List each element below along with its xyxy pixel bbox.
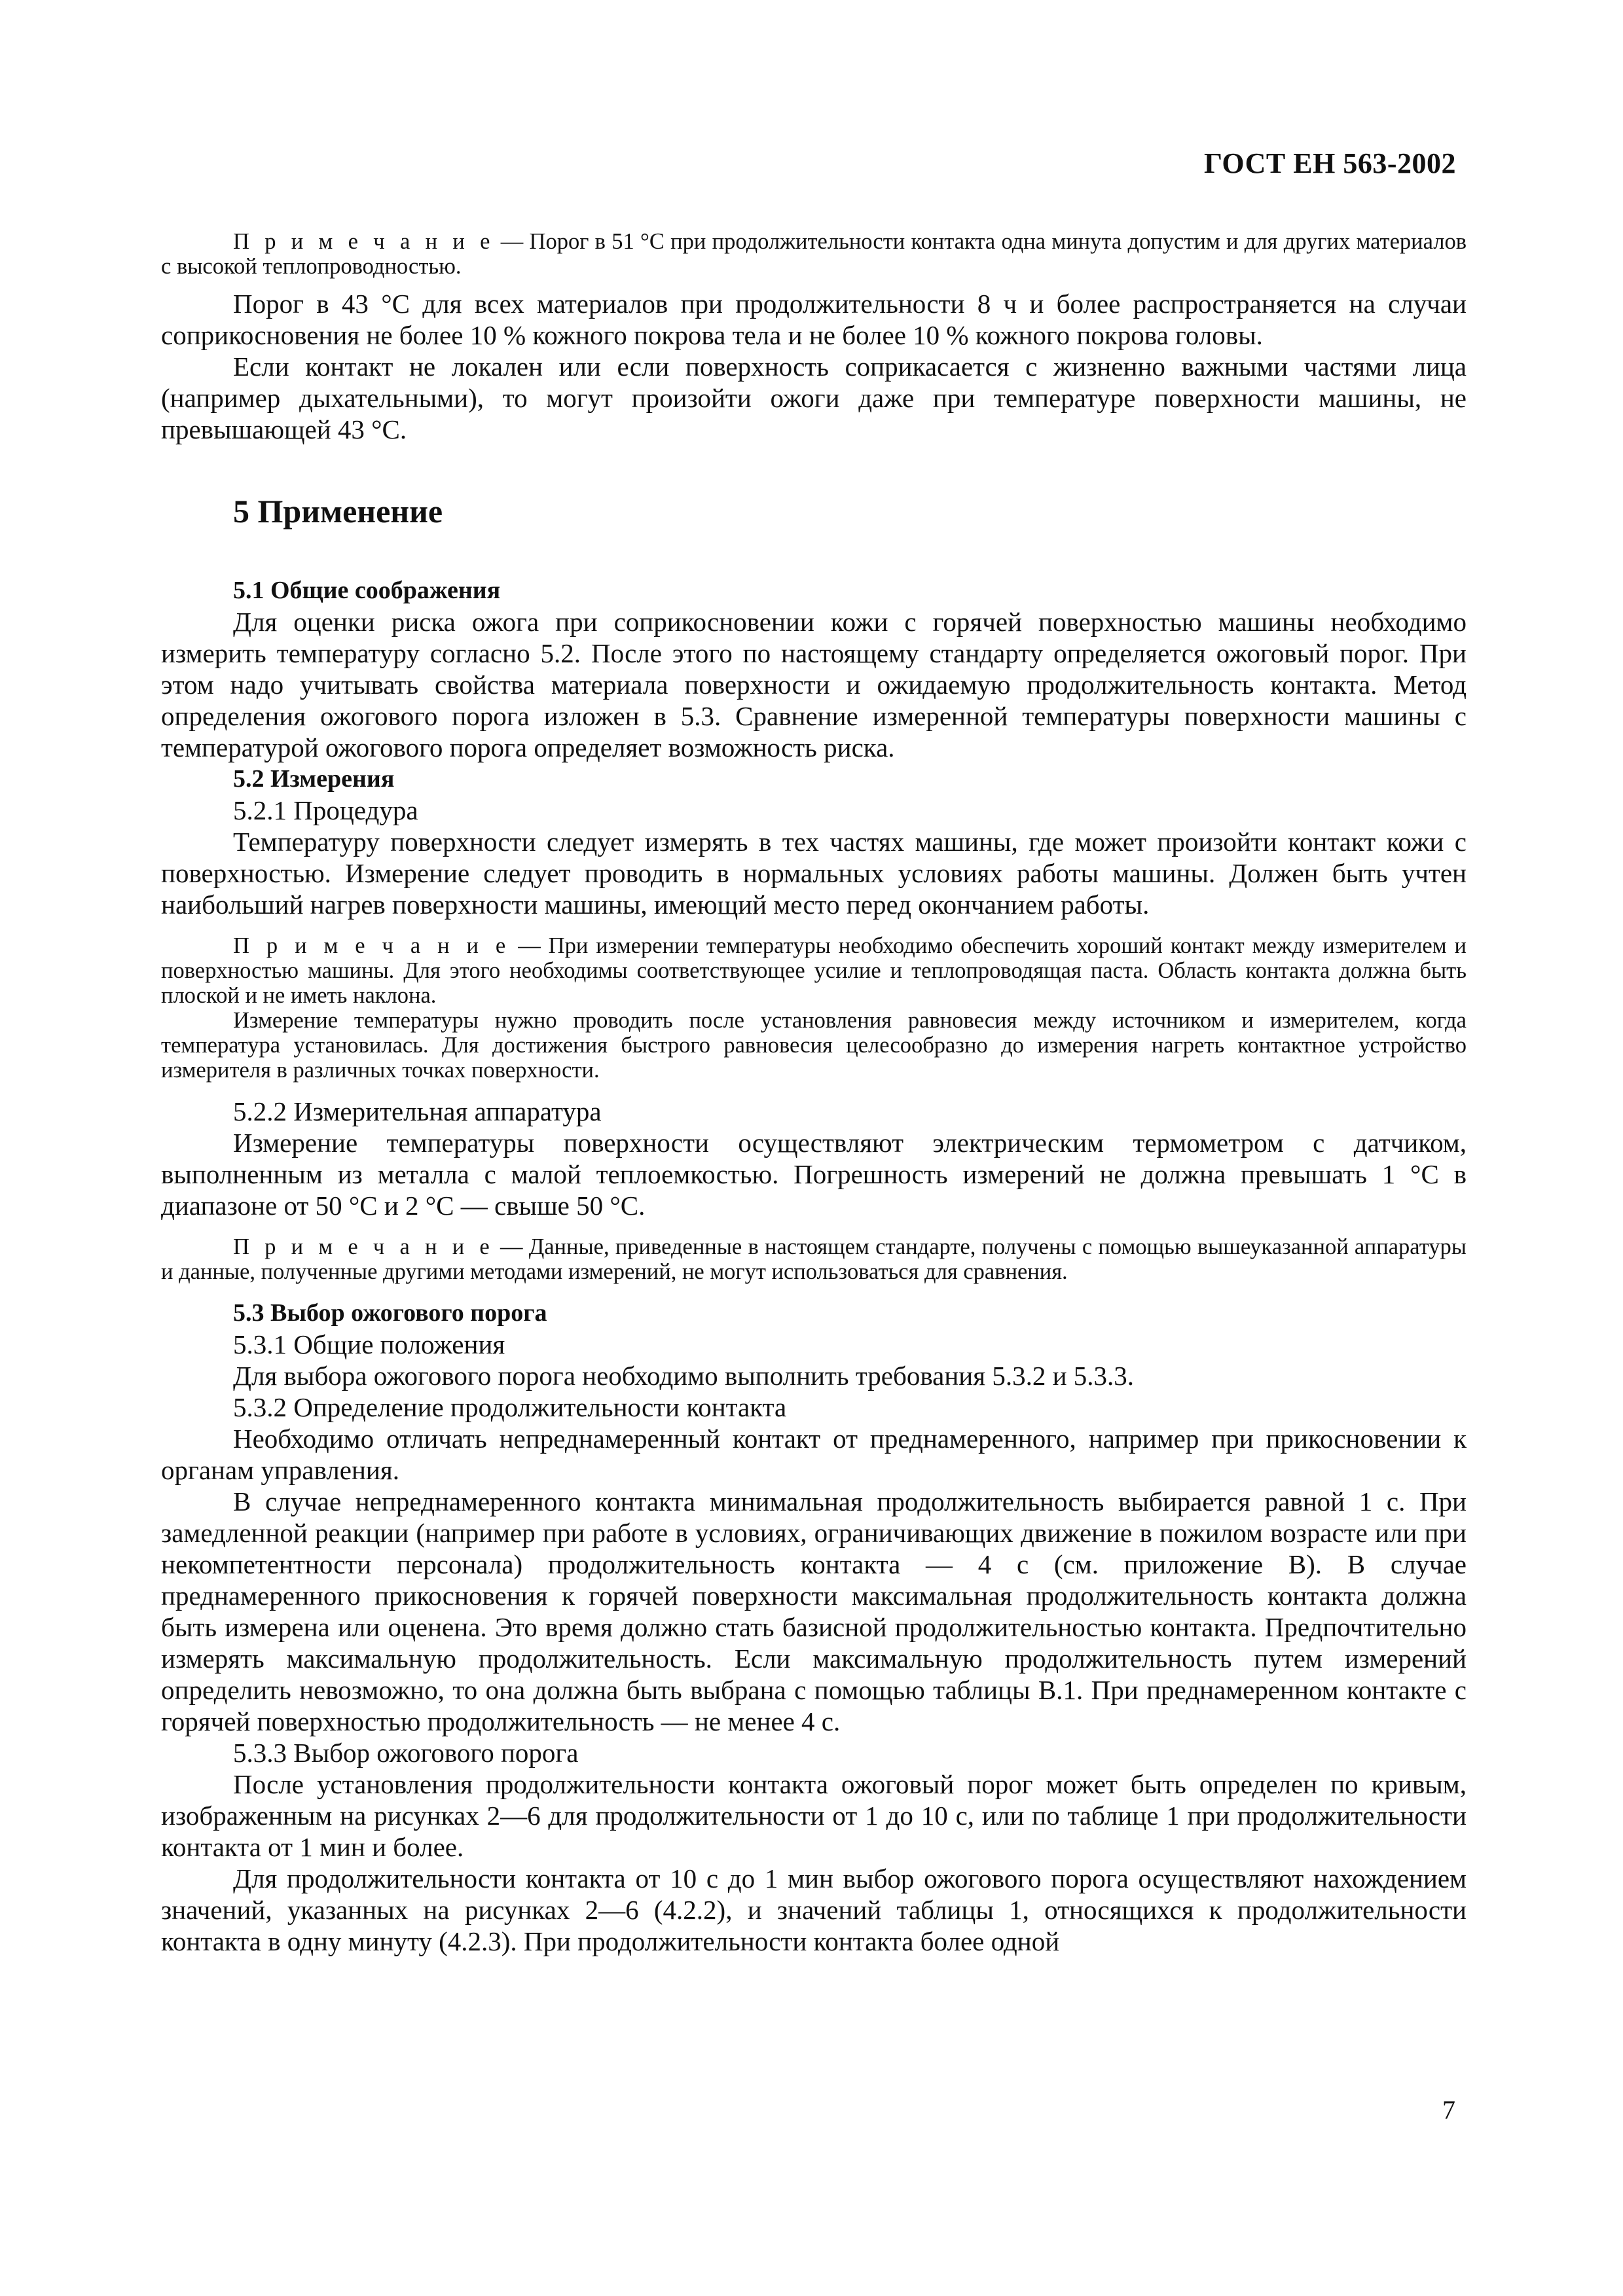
- note-paragraph: [161, 1234, 1467, 1284]
- note-paragraph: Измерение температуры нужно проводить после установления равновесия между источником и измерителем, когда температура установилась. Для достижения быстрого равновесия целесообразно до измерения нагреть контактное устройство измерителя в различных точках поверхности.: [161, 1008, 1467, 1083]
- note-label: П р и м е ч а н и е: [233, 1234, 494, 1259]
- body-paragraph: Порог в 43 °С для всех материалов при продолжительности 8 ч и более распространяется на случаи соприкосновения не более 10 % кожного покрова тела и не более 10 % кожного покрова головы.: [161, 289, 1467, 350]
- body-paragraph: Для продолжительности контакта от 10 с до 1 мин выбор ожогового порога осуществляют нахождением значений, указанных на рисунках 2—6 (4.2.2), и значений таблицы 1, относящихся к продолжительности контакта в одну минуту (4.2.3). При продолжительности контакта более одной: [161, 1863, 1467, 1956]
- page-content: [161, 229, 1467, 1957]
- note-text: — При измерении температуры необходимо обеспечить хороший контакт между измерителем и поверхностью машины. Для этого необходимы соответствующее усилие и теплопроводящая паста. Область контакта должна быть плоской и не иметь наклона.: [161, 933, 1467, 1008]
- subsection-heading: 5.2 Измерения: [233, 765, 395, 793]
- clause-heading: 5.2.2 Измерительная аппаратура: [233, 1096, 602, 1126]
- body-paragraph: Для выбора ожогового порога необходимо выполнить требования 5.3.2 и 5.3.3.: [233, 1361, 1135, 1391]
- note-label: П р и м е ч а н и е: [233, 229, 495, 254]
- document-header: ГОСТ ЕН 563-2002: [1203, 147, 1456, 179]
- body-paragraph: Если контакт не локален или если поверхность соприкасается с жизненно важными частями лица (например дыхательными), то могут произойти ожоги даже при температуре поверхности машины, не превышающей 43 °С.: [161, 351, 1467, 444]
- body-paragraph: После установления продолжительности контакта ожоговый порог может быть определен по кривым, изображенным на рисунках 2—6 для продолжительности от 1 до 10 с, или по таблице 1 при продолжительности контакта от 1 мин и более.: [161, 1769, 1467, 1862]
- subsection-heading: 5.3 Выбор ожогового порога: [233, 1299, 547, 1327]
- note-paragraph: [161, 229, 1467, 279]
- body-paragraph: В случае непреднамеренного контакта минимальная продолжительность выбирается равной 1 с. При замедленной реакции (например при работе в условиях, ограничивающих движение в пожилом возрасте или при некомпетентности персонала) продолжительность контакта — 4 с (см. приложение В). В случае преднамеренного прикосновения к горячей поверхности максимальная продолжительность контакта должна быть измерена или оценена. Это время должно стать базисной продолжительностью контакта. Предпочтительно измерять максимальную продолжительность. Если максимальную продолжительность путем измерений определить невозможно, то она должна быть выбрана с помощью таблицы В.1. При преднамеренном контакте с горячей поверхностью продолжительность — не менее 4 с.: [161, 1486, 1467, 1736]
- body-paragraph: Для оценки риска ожога при соприкосновении кожи с горячей поверхностью машины необходимо измерить температуру согласно 5.2. После этого по настоящему стандарту определяется ожоговый порог. При этом надо учитывать свойства материала поверхности и ожидаемую продолжительность контакта. Метод определения ожогового порога изложен в 5.3. Сравнение измеренной температуры поверхности машины с температурой ожогового порога определяет возможность риска.: [161, 607, 1467, 762]
- body-paragraph: Температуру поверхности следует измерять в тех частях машины, где может произойти контакт кожи с поверхностью. Измерение следует проводить в нормальных условиях работы машины. Должен быть учтен наибольший нагрев поверхности машины, имеющий место перед окончанием работы.: [161, 827, 1467, 920]
- note-paragraph: [161, 933, 1467, 1008]
- subsection-heading: 5.1 Общие соображения: [233, 577, 501, 604]
- note-text: — Порог в 51 °С при продолжительности контакта одна минута допустим и для других материалов с высокой теплопроводностью.: [161, 229, 1467, 279]
- body-paragraph: Необходимо отличать непреднамеренный контакт от преднамеренного, например при прикосновении к органам управления.: [161, 1424, 1467, 1485]
- clause-heading: 5.3.2 Определение продолжительности контакта: [233, 1392, 787, 1422]
- clause-heading: 5.2.1 Процедура: [233, 795, 418, 825]
- note-label: П р и м е ч а н и е: [233, 933, 511, 958]
- clause-heading: 5.3.3 Выбор ожогового порога: [233, 1738, 579, 1768]
- note-text: — Данные, приведенные в настоящем стандарте, получены с помощью вышеуказанной аппаратуры и данные, полученные другими методами измерений, не могут использоваться для сравнения.: [161, 1234, 1467, 1284]
- body-paragraph: Измерение температуры поверхности осуществляют электрическим термометром с датчиком, выполненным из металла с малой теплоемкостью. Погрешность измерений не должна превышать 1 °С в диапазоне от 50 °С и 2 °С — свыше 50 °С.: [161, 1128, 1467, 1221]
- page-number: 7: [1442, 2095, 1455, 2125]
- clause-heading: 5.3.1 Общие положения: [233, 1329, 505, 1359]
- section-heading: 5 Применение: [233, 493, 443, 529]
